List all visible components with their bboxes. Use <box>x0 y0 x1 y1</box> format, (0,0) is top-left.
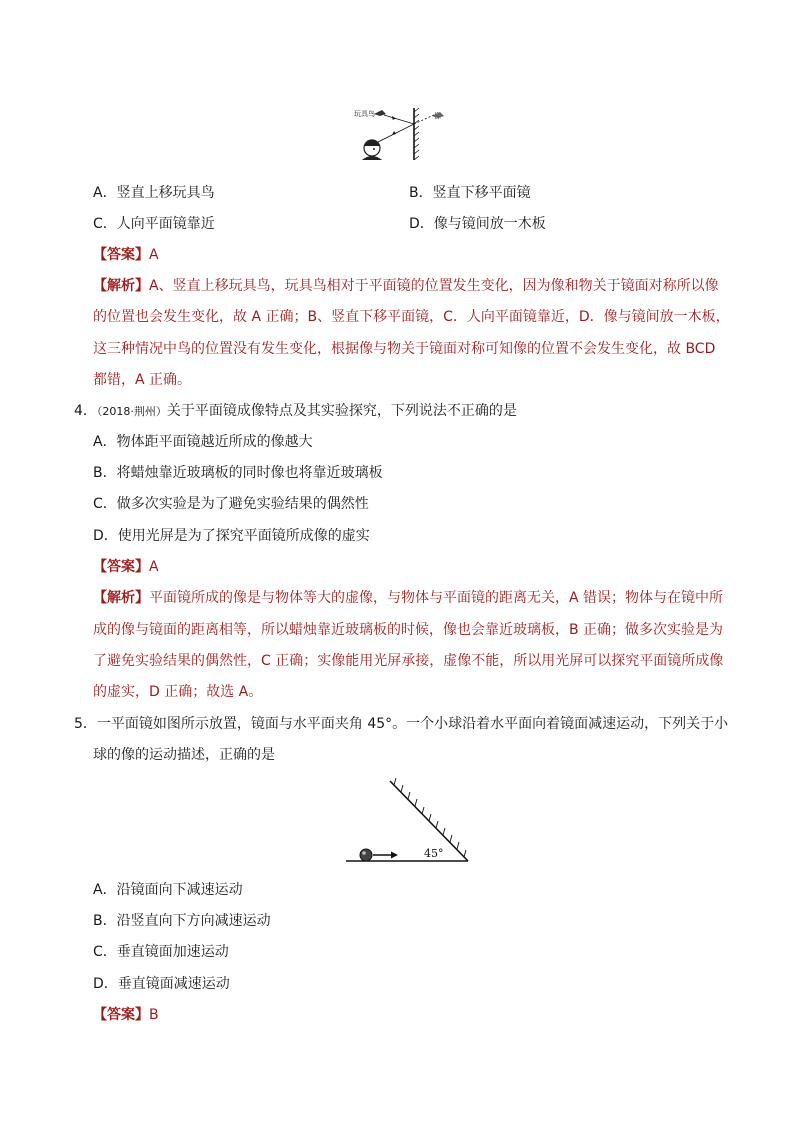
q3-analysis-line-2: 的位置也会发生变化，故 A 正确；B、竖直下移平面镜，C．人向平面镜靠近，D．像与镜间放一木板， <box>93 309 730 325</box>
analysis-tag: 【解析】 <box>93 278 149 294</box>
answer-value: A <box>149 247 159 263</box>
q3-analysis-line-1 <box>93 276 719 296</box>
q3-option-c: C．人向平面镜靠近 <box>93 216 215 232</box>
answer-value: A <box>149 559 159 575</box>
q4-option-b: B．将蜡烛靠近玻璃板的同时像也将靠近玻璃板 <box>93 465 383 481</box>
q4-analysis-line-3: 了避免实验结果的偶然性，C 正确；实像能用光屏承接，虚像不能，所以用光屏可以探究平面镜所成像 <box>93 653 724 669</box>
q5-answer <box>93 1005 159 1025</box>
q5-option-a: A．沿镜面向下减速运动 <box>93 882 243 898</box>
q4-answer <box>93 557 159 577</box>
question-number: 4． <box>74 403 97 419</box>
answer-tag: 【答案】 <box>93 1007 149 1023</box>
incident-ray <box>384 115 414 124</box>
q4-analysis-line-2: 成的像与镜面的距离相等，所以蜡烛靠近玻璃板的时候，像也会靠近玻璃板，B 正确；做多次实验是为 <box>93 622 724 638</box>
answer-value: B <box>149 1007 159 1023</box>
q4-analysis-line-1 <box>93 588 723 608</box>
q5-option-c: C．垂直镜面加速运动 <box>93 944 229 960</box>
q3-analysis-line-3: 这三种情况中鸟的位置没有发生变化，根据像与物关于镜面对称可知像的位置不会发生变化，故 BCD <box>93 341 716 357</box>
ball <box>360 849 372 861</box>
q4-option-d: D．使用光屏是为了探究平面镜所成像的虚实 <box>93 528 370 544</box>
q5-stem-line-2: 球的像的运动描述，正确的是 <box>93 747 275 763</box>
q3-option-b: B．竖直下移平面镜 <box>409 185 531 201</box>
analysis-tag: 【解析】 <box>93 590 149 606</box>
q4-stem <box>74 401 517 422</box>
toy-bird-mirror-figure <box>352 104 448 168</box>
question-stem: 一平面镜如图所示放置，镜面与水平面夹角 45°。一个小球沿着水平面向着镜面减速运动，下列关于小 <box>96 716 729 732</box>
reflected-ray <box>378 124 414 142</box>
answer-tag: 【答案】 <box>93 247 149 263</box>
question-number: 5． <box>74 716 97 732</box>
q3-option-a: A．竖直上移玩具鸟 <box>93 185 215 201</box>
q4-option-c: C．做多次实验是为了避免实验结果的偶然性 <box>93 496 369 512</box>
analysis-text: 平面镜所成的像是与物体等大的虚像，与物体与平面镜的距离无关，A 错误；物体与在镜中所 <box>149 590 724 606</box>
q3-answer <box>93 245 159 265</box>
analysis-text: A、竖直上移玩具鸟，玩具鸟相对于平面镜的位置发生变化，因为像和物关于镜面对称所以像 <box>149 278 719 294</box>
mirror-hatching <box>394 778 466 857</box>
mirror-ball-figure <box>340 778 474 868</box>
toy-bird-label: 玩具鸟 <box>354 110 375 118</box>
q3-analysis-line-4: 都错，A 正确。 <box>93 372 192 388</box>
q3-option-d: D．像与镜间放一木板 <box>409 216 546 232</box>
question-stem: 关于平面镜成像特点及其实验探究，下列说法不正确的是 <box>166 403 517 419</box>
q4-analysis-line-4: 的虚实，D 正确；故选 A。 <box>93 684 263 700</box>
q5-option-b: B．沿竖直向下方向减速运动 <box>93 913 271 929</box>
answer-tag: 【答案】 <box>93 559 149 575</box>
question-source: （2018·荆州） <box>96 405 167 418</box>
q5-stem-line-1 <box>74 714 728 734</box>
q5-option-d: D．垂直镜面减速运动 <box>93 976 230 992</box>
q4-option-a: A．物体距平面镜越近所成的像越大 <box>93 434 313 450</box>
angle-label: 45° <box>424 847 444 860</box>
